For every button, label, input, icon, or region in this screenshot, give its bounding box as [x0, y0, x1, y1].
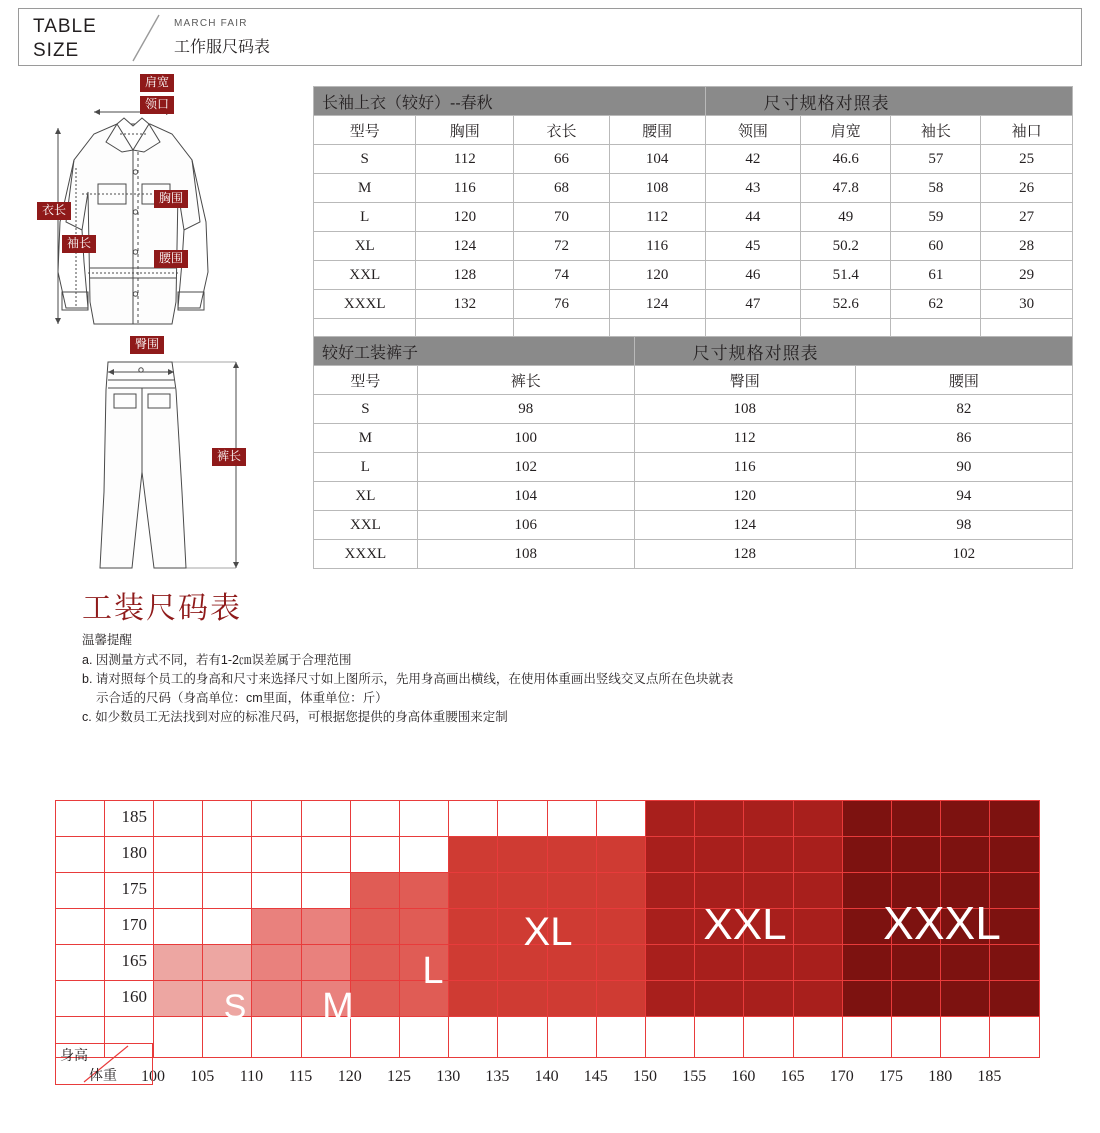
cell-value: 86: [855, 424, 1072, 453]
y-tick-185: 185: [121, 807, 147, 826]
cell-value: 25: [981, 145, 1073, 174]
cell-value: 112: [609, 203, 705, 232]
cell-value: 116: [416, 174, 514, 203]
cell-value: 124: [634, 511, 855, 540]
table-row: [314, 261, 1073, 290]
cell-model: XXL: [314, 511, 418, 540]
pants-band-left: 较好工装裤子: [314, 337, 635, 366]
grid-v: [596, 800, 597, 1058]
cell-value: 108: [417, 540, 634, 569]
cell-value: 68: [514, 174, 610, 203]
cell-value: 112: [634, 424, 855, 453]
garment-illustration: [22, 72, 297, 582]
jacket-size-table: [313, 86, 1073, 348]
cell-value: 98: [417, 395, 634, 424]
cell-value: 124: [609, 290, 705, 319]
axis-corner-box: [55, 1043, 153, 1085]
cell-model: XXXL: [314, 540, 418, 569]
cell-model: XL: [314, 232, 416, 261]
pants-table-band: [314, 337, 1073, 366]
cell-value: 42: [705, 145, 801, 174]
cell-value: 106: [417, 511, 634, 540]
cell-model: S: [314, 145, 416, 174]
jacket-header-row: [314, 116, 1073, 145]
x-tick-140: 140: [534, 1068, 559, 1085]
jacket-col-collar: 领围: [705, 116, 801, 145]
cell-value: 28: [981, 232, 1073, 261]
y-tick-170: 170: [121, 915, 147, 934]
x-tick-125: 125: [387, 1068, 411, 1085]
brand-subtitle-cn: 工作服尺码表: [174, 39, 271, 56]
cell-value: 102: [855, 540, 1072, 569]
cell-model: L: [314, 203, 416, 232]
cell-value: 45: [705, 232, 801, 261]
size-label-XL: XL: [523, 910, 573, 954]
cell-value: 94: [855, 482, 1072, 511]
cell-value: 46: [705, 261, 801, 290]
size-label-L: L: [422, 950, 444, 992]
cell-value: 47.8: [801, 174, 891, 203]
jacket-band-left: 长袖上衣（较好）--春秋: [314, 87, 706, 116]
cell-value: 49: [801, 203, 891, 232]
pants-col-length: 裤长: [417, 366, 634, 395]
grid-v: [399, 800, 400, 1058]
note-b-line1: b. 请对照每个员工的身高和尺寸来选择尺寸如上图所示，先用身高画出横线，在使用体重画出竖线交叉点所在色块就表: [82, 672, 734, 686]
label-sleeve-length: 袖长: [62, 235, 96, 253]
page-title: 工装尺码表: [82, 592, 242, 625]
cell-value: 120: [609, 261, 705, 290]
x-tick-150: 150: [633, 1068, 657, 1085]
grid-v: [153, 800, 154, 1058]
label-chest: 胸围: [154, 190, 188, 208]
x-tick-160: 160: [731, 1068, 756, 1085]
slash-divider-icon: [127, 13, 167, 63]
x-tick-135: 135: [485, 1068, 510, 1085]
cell-value: 132: [416, 290, 514, 319]
jacket-band-right: 尺寸规格对照表: [705, 87, 1072, 116]
grid-v: [497, 800, 498, 1058]
size-label-XXL: XXL: [703, 900, 787, 949]
cell-value: 104: [417, 482, 634, 511]
garment-line-drawing: [22, 72, 297, 582]
x-tick-100: 100: [141, 1068, 165, 1085]
table-row: [314, 482, 1073, 511]
pants-col-model: 型号: [314, 366, 418, 395]
cell-value: 128: [634, 540, 855, 569]
cell-value: 26: [981, 174, 1073, 203]
note-c: c. 如少数员工无法找到对应的标准尺码，可根据您提供的身高体重腰围来定制: [82, 710, 508, 724]
cell-value: 50.2: [801, 232, 891, 261]
x-tick-175: 175: [879, 1068, 903, 1085]
notes-heading: 温馨提醒: [82, 633, 133, 647]
header-banner: [18, 8, 1082, 66]
x-tick-115: 115: [288, 1068, 313, 1085]
table-row: [314, 511, 1073, 540]
jacket-col-sleeve: 袖长: [891, 116, 981, 145]
table-row: [314, 174, 1073, 203]
cell-model: XXL: [314, 261, 416, 290]
label-hip: 臀围: [130, 336, 164, 354]
note-b-line2: 示合适的尺码（身高单位：cm里面，体重单位：斤）: [96, 691, 388, 705]
pants-col-waist: 腰围: [855, 366, 1072, 395]
cell-model: M: [314, 174, 416, 203]
cell-model: S: [314, 395, 418, 424]
jacket-col-chest: 胸围: [416, 116, 514, 145]
cell-value: 70: [514, 203, 610, 232]
x-tick-185: 185: [977, 1068, 1002, 1085]
jacket-col-cuff: 袖口: [981, 116, 1073, 145]
label-shoulder-width: 肩宽: [140, 74, 174, 92]
cell-value: 102: [417, 453, 634, 482]
cell-value: 43: [705, 174, 801, 203]
jacket-col-model: 型号: [314, 116, 416, 145]
x-tick-155: 155: [682, 1068, 707, 1085]
y-tick-165: 165: [121, 951, 147, 970]
cell-value: 29: [981, 261, 1073, 290]
cell-value: 62: [891, 290, 981, 319]
grid-v: [448, 800, 449, 1058]
x-tick-105: 105: [190, 1068, 215, 1085]
cell-value: 98: [855, 511, 1072, 540]
jacket-col-waist: 腰围: [609, 116, 705, 145]
size-label-XXXL: XXXL: [883, 897, 1001, 949]
cell-value: 116: [634, 453, 855, 482]
notes-block: [82, 631, 982, 727]
cell-value: 61: [891, 261, 981, 290]
grid-v: [1039, 800, 1040, 1058]
label-pants-length: 裤长: [212, 448, 246, 466]
label-collar: 领口: [140, 96, 174, 114]
cell-value: 57: [891, 145, 981, 174]
table-row: [314, 145, 1073, 174]
header-title-line1: TABLE: [33, 16, 97, 37]
cell-value: 100: [417, 424, 634, 453]
table-row: [314, 232, 1073, 261]
cell-value: 120: [634, 482, 855, 511]
cell-value: 58: [891, 174, 981, 203]
cell-model: L: [314, 453, 418, 482]
table-row: [314, 424, 1073, 453]
cell-value: 51.4: [801, 261, 891, 290]
grid-v: [842, 800, 843, 1058]
table-row: [314, 540, 1073, 569]
brand-block: [174, 18, 270, 57]
y-tick-160: 160: [121, 987, 147, 1006]
cell-value: 72: [514, 232, 610, 261]
cell-model: M: [314, 424, 418, 453]
cell-value: 66: [514, 145, 610, 174]
cell-value: 74: [514, 261, 610, 290]
table-row: [314, 453, 1073, 482]
note-a: a. 因测量方式不同，若有1-2㎝误差属于合理范围: [82, 653, 352, 667]
cell-value: 30: [981, 290, 1073, 319]
jacket-table-band: [314, 87, 1073, 116]
pants-header-row: [314, 366, 1073, 395]
cell-value: 108: [609, 174, 705, 203]
pants-col-hip: 臀围: [634, 366, 855, 395]
cell-value: 124: [416, 232, 514, 261]
axis-label-weight: 体重: [89, 1067, 117, 1083]
table-row: [314, 203, 1073, 232]
cell-value: 59: [891, 203, 981, 232]
cell-value: 108: [634, 395, 855, 424]
cell-value: 44: [705, 203, 801, 232]
grid-v: [301, 800, 302, 1058]
size-label-S: S: [223, 988, 247, 1026]
y-tick-180: 180: [121, 843, 147, 862]
table-row: [314, 290, 1073, 319]
cell-value: 128: [416, 261, 514, 290]
x-tick-165: 165: [780, 1068, 805, 1085]
cell-value: 104: [609, 145, 705, 174]
cell-value: 27: [981, 203, 1073, 232]
cell-value: 116: [609, 232, 705, 261]
header-title-line2: SIZE: [33, 39, 80, 61]
grid-v: [645, 800, 646, 1058]
cell-model: XXXL: [314, 290, 416, 319]
size-label-M: M: [322, 986, 354, 1028]
pants-size-table: [313, 336, 1073, 569]
x-tick-130: 130: [436, 1068, 461, 1085]
cell-value: 90: [855, 453, 1072, 482]
table-row: [314, 395, 1073, 424]
x-tick-180: 180: [928, 1068, 953, 1085]
cell-value: 46.6: [801, 145, 891, 174]
cell-value: 47: [705, 290, 801, 319]
cell-value: 76: [514, 290, 610, 319]
x-tick-110: 110: [239, 1068, 264, 1085]
cell-value: 52.6: [801, 290, 891, 319]
cell-model: XL: [314, 482, 418, 511]
grid-v: [202, 800, 203, 1058]
label-waist: 腰围: [154, 250, 188, 268]
y-tick-175: 175: [121, 879, 147, 898]
x-tick-170: 170: [829, 1068, 854, 1085]
x-tick-120: 120: [337, 1068, 362, 1085]
brand-name-en: MARCH FAIR: [174, 18, 248, 29]
cell-value: 112: [416, 145, 514, 174]
grid-v: [55, 800, 56, 1058]
cell-value: 120: [416, 203, 514, 232]
axis-label-height: 身高: [60, 1047, 88, 1063]
cell-value: 60: [891, 232, 981, 261]
cell-value: 82: [855, 395, 1072, 424]
header-title-block: [33, 15, 97, 63]
pants-band-right: 尺寸规格对照表: [634, 337, 1072, 366]
jacket-col-length: 衣长: [514, 116, 610, 145]
jacket-col-shoulder: 肩宽: [801, 116, 891, 145]
x-tick-145: 145: [583, 1068, 608, 1085]
label-jacket-length: 衣长: [37, 202, 71, 220]
